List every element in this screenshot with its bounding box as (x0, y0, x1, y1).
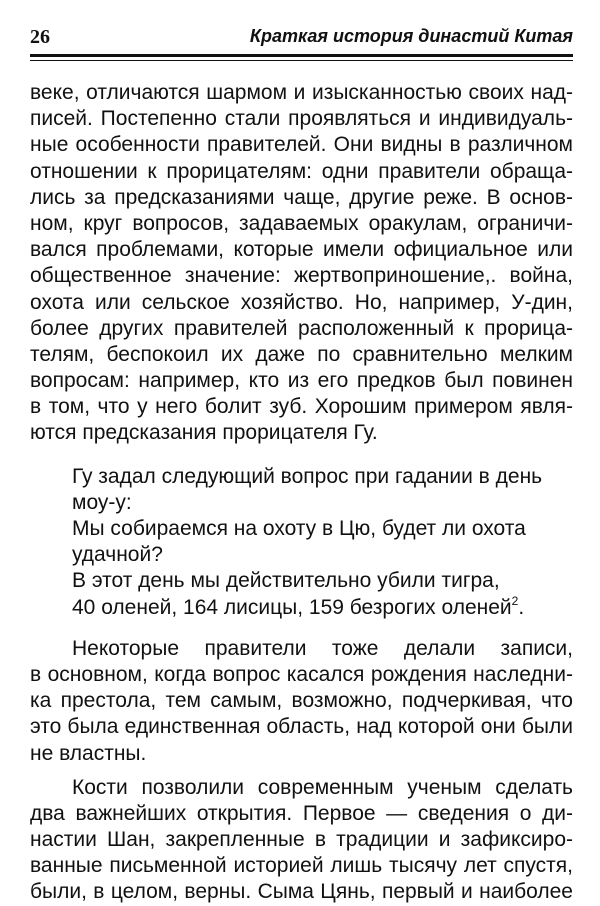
text-line: в том, что у него болит зуб. Хорошим примером явля- (30, 395, 573, 419)
text-line: телям, беспокоил их даже по сравнительно мелким (30, 342, 573, 366)
text-line: лись за предсказаниями чаще, другие реже. В основ- (30, 185, 573, 209)
text-line: настии Шан, закрепленные в традиции и зафиксиро- (30, 828, 573, 852)
text-line: в основном, когда вопрос касался рождения наследни- (30, 662, 573, 686)
text-line: веке, отличаются шармом и изысканностью своих над- (30, 81, 573, 104)
header-rule-thick (30, 54, 573, 57)
text-line: два важнейших открытия. Первое — сведения о ди- (30, 801, 573, 825)
text-line: вопросам: например, кто из его предков был повинен (30, 369, 573, 393)
text-line: охота или сельское хозяйство. Но, например, У-дин, (30, 290, 573, 314)
text-line: вался проблемами, которые имели официальное или (30, 238, 573, 262)
body-text (30, 80, 573, 906)
text-line: это была единственная область, над которой они были (30, 715, 573, 739)
text-line: ные особенности правителей. Они видны в различном (30, 133, 573, 157)
text-line: ются предсказания прорицателя Гу. (30, 421, 378, 445)
text-line: Некоторые правители тоже делали записи, (72, 636, 573, 660)
paragraph-1 (30, 80, 573, 447)
page-number: 26 (30, 26, 50, 48)
header-rule-thin (30, 60, 573, 61)
book-page (30, 24, 573, 906)
text-line: общественное значение: жертвоприношение,. война, (30, 264, 573, 288)
quote-line: Мы собираемся на охоту в Цю, будет ли охота (72, 517, 526, 540)
text-line: ванные письменной историей лишь тысячу лет спустя, (30, 854, 573, 878)
text-line: ка престола, тем самым, возможно, подчеркивая, что (30, 689, 573, 713)
text-line: были, в целом, верны. Сыма Цянь, первый и наиболее (30, 880, 573, 904)
quote-line: Гу задал следующий вопрос при гадании в день (72, 464, 543, 488)
footnote-ref[interactable]: 2 (511, 594, 519, 608)
text-line: более других правителей расположенный к прорица- (30, 316, 573, 340)
quote-line: моу-у: (72, 490, 132, 514)
block-quote (30, 464, 573, 621)
quote-line: удачной? (72, 543, 163, 567)
text-line: ном, круг вопросов, задаваемых оракулам, ограничи- (30, 211, 573, 235)
paragraph-gap (30, 767, 573, 775)
text-line: писей. Постепенно стали проявляться и индивидуаль- (30, 107, 573, 131)
quote-last-line (72, 595, 573, 621)
text-line: не властны. (30, 741, 147, 765)
paragraph-3 (30, 775, 573, 906)
quote-line: В этот день мы действительно убили тигра, (72, 569, 500, 593)
quote-end-punct: . (518, 595, 525, 619)
page-header (30, 24, 573, 54)
paragraph-2 (30, 636, 573, 767)
running-title: Краткая история династий Китая (249, 26, 573, 46)
text-line: отношении к прорицателям: одни правители обраща- (30, 159, 573, 183)
text-line: Кости позволили современным ученым сделать (72, 775, 573, 799)
quote-line-text: 40 оленей, 164 лисицы, 159 безрогих оленей (72, 595, 512, 619)
